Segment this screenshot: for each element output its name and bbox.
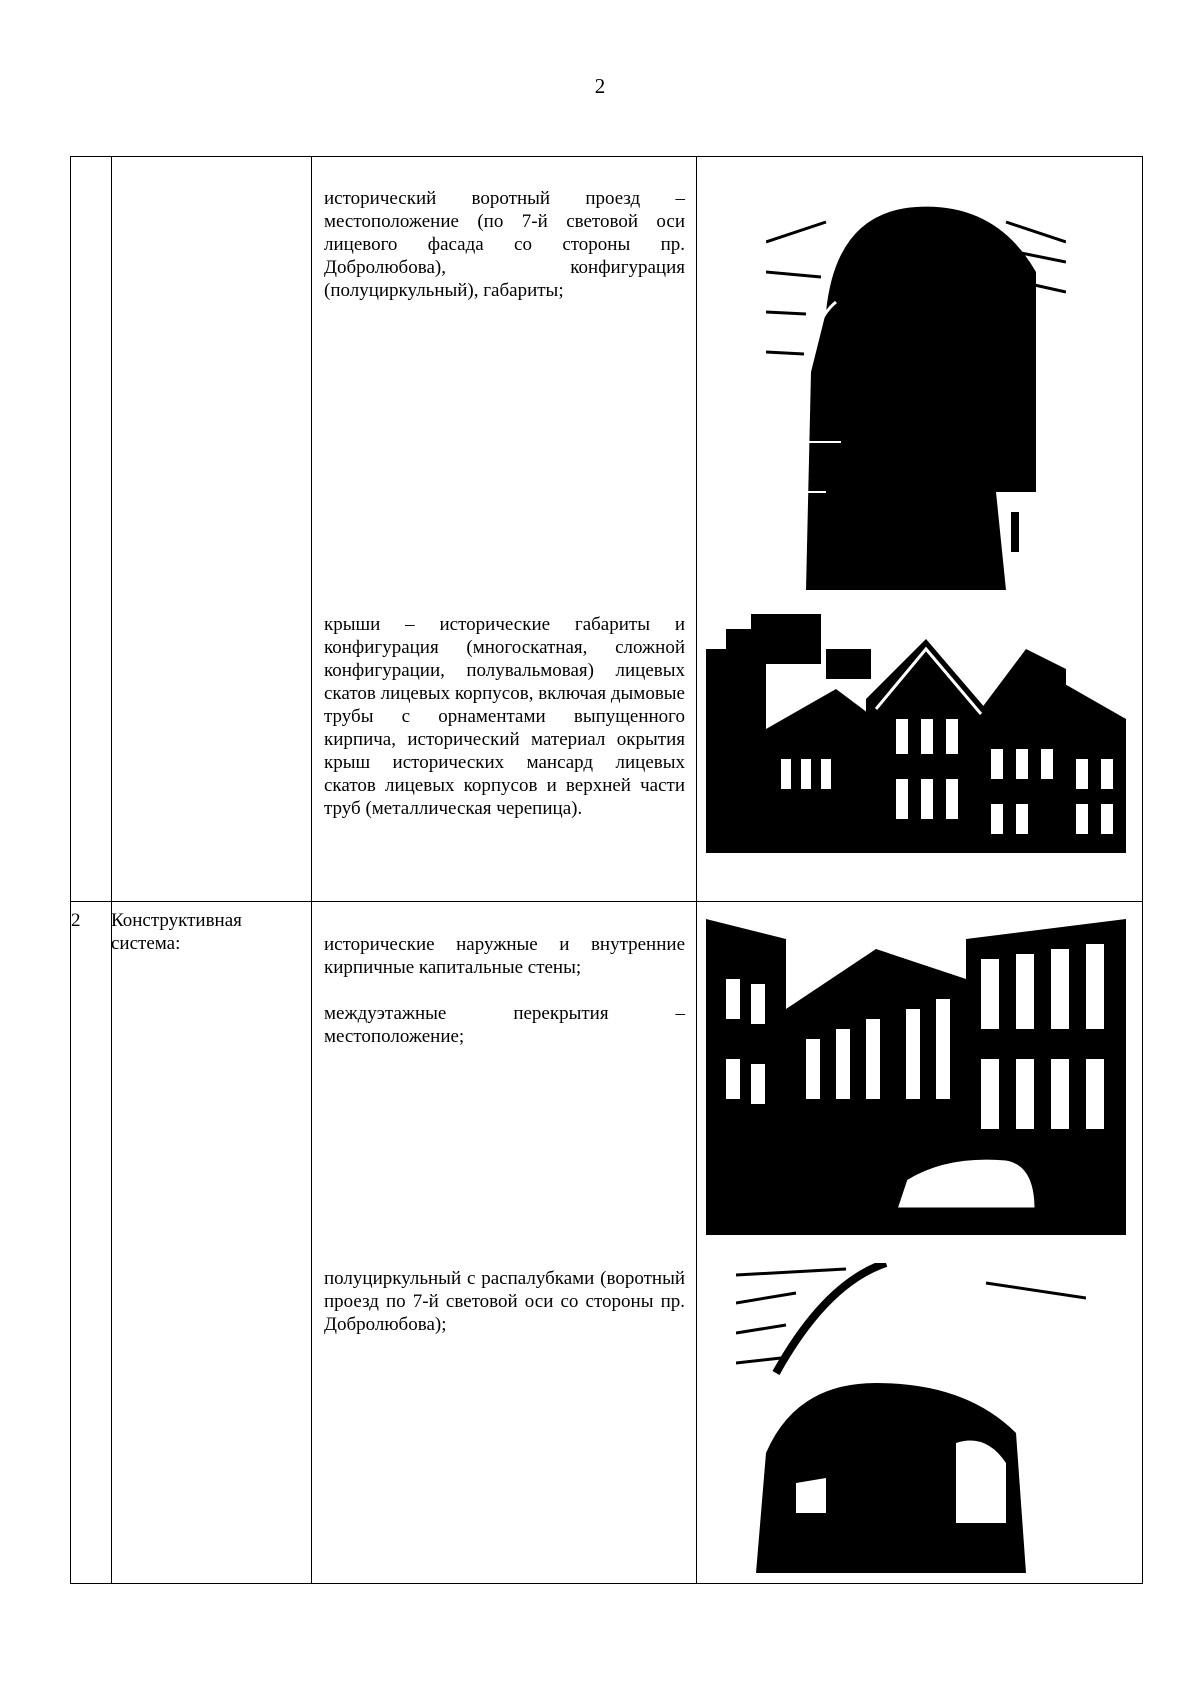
description-gateway: исторический воротный проезд – местоположение (по 7-й световой оси лицевого фасада со стороны пр. Добролюбова), конфигурация (полуциркульный), габариты; <box>324 188 685 301</box>
column-divider-number <box>111 157 112 1583</box>
description-vault: полуциркульный с распалубками (воротный проезд по 7-й световой оси со стороны пр. Добролюбова); <box>324 1268 685 1335</box>
column-divider-description <box>696 157 697 1583</box>
arched-gateway-photo <box>766 192 1066 590</box>
building-facade-photo <box>706 919 1126 1235</box>
row-divider <box>71 901 1142 902</box>
column-divider-name <box>311 157 312 1583</box>
row-name: Конструктивная система: <box>111 910 242 954</box>
vault-photo <box>736 1263 1086 1573</box>
page-number: 2 <box>594 74 606 98</box>
description-roofs: крыши – исторические габариты и конфигурация (многоскатная, сложной конфигурации, полувальмовая) лицевых скатов лицевых корпусов, включая дымовые трубы с орнаментами выпущенного кирпича, исторический материал окрытия крыш исторических мансард лицевых скатов лицевых корпусов и верхней части труб (металлическая черепица). <box>324 614 685 819</box>
description-walls: исторические наружные и внутренние кирпичные капитальные стены; междуэтажные перекрытия – местоположение; <box>324 934 685 1047</box>
row-number: 2 <box>71 910 81 931</box>
roofs-photo <box>706 609 1126 853</box>
protection-subject-table <box>70 156 1143 1584</box>
